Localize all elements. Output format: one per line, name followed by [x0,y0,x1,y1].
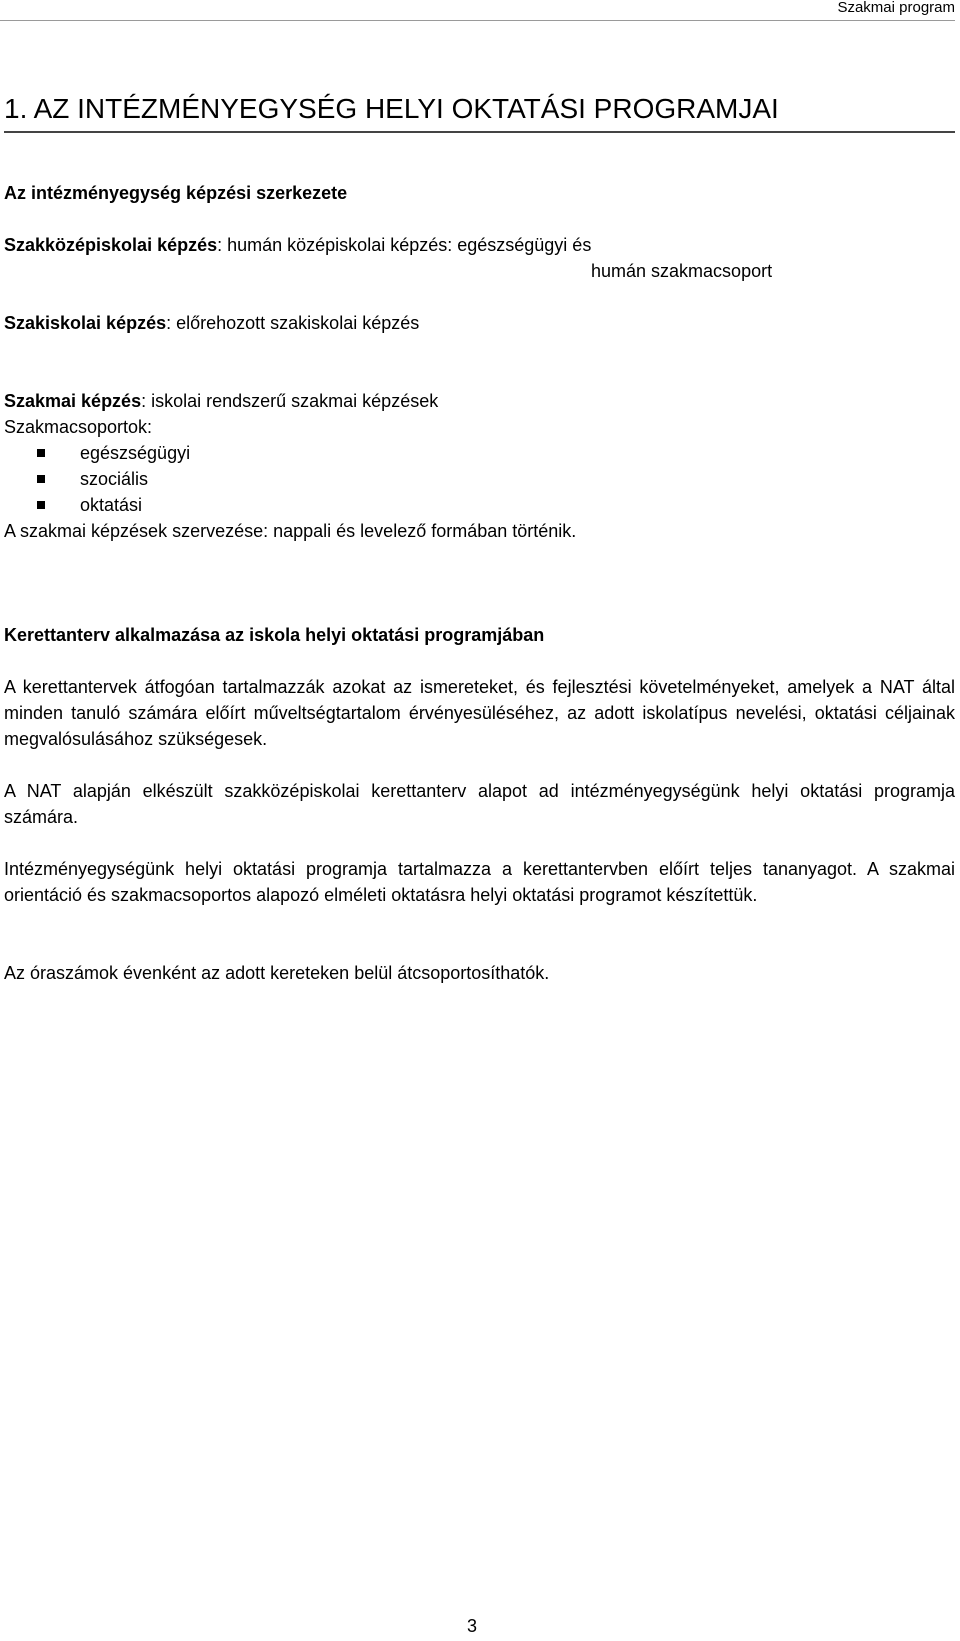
szakmai-line [4,388,438,414]
bullet-text: oktatási [80,495,143,515]
szakkozep-continuation: humán szakmacsoport [591,261,773,281]
chapter-title [4,93,955,133]
chapter-title-text: 1. AZ INTÉZMÉNYEGYSÉG HELYI OKTATÁSI PROGRAMJAI [4,93,779,124]
page-number: 3 [467,1616,478,1636]
header-text: Szakmai program [837,0,955,16]
szakmai-label: Szakmai képzés [4,391,142,411]
paragraph-2: A NAT alapján elkészült szakközépiskolai kerettanterv alapot ad intézményegységünk helyi oktatási programja számára. [4,781,955,827]
szakiskola-text: : előrehozott szakiskolai képzés [166,313,420,333]
szakiskola-label: Szakiskolai képzés [4,313,167,333]
szakkozep-text: : humán középiskolai képzés: egészségügyi és [217,235,592,255]
section-heading-kerettanterv: Kerettanterv alkalmazása az iskola helyi oktatási programjában [4,625,545,645]
bullet-text: egészségügyi [80,443,191,463]
szakmacsoportok-label: Szakmacsoportok: [4,417,153,437]
szakiskola-line [4,310,419,336]
section-heading-structure: Az intézményegység képzési szerkezete [4,183,348,203]
bullet-text: szociális [80,469,149,489]
square-bullet-icon [37,501,45,509]
square-bullet-icon [37,475,45,483]
square-bullet-icon [37,449,45,457]
paragraph-1: A kerettantervek átfogóan tartalmazzák azokat az ismereteket, és fejlesztési követelményeket, amelyek a NAT által minden tanuló számára előírt műveltségtartalom érvényesüléséhez, az adott iskolatípus nevelési, oktatási céljainak megvalósulásához szükségesek. [4,677,955,749]
szervezes-text: A szakmai képzések szervezése: nappali és levelező formában történik. [4,521,577,541]
paragraph-3: Intézményegységünk helyi oktatási programja tartalmazza a kerettantervben előírt teljes tananyagot. A szakmai orientáció és szakmacsoportos alapozó elméleti oktatásra helyi oktatási programot készítettük. [4,859,955,905]
szakkozep-line [4,232,591,258]
szakmai-text: : iskolai rendszerű szakmai képzések [141,391,439,411]
paragraph-4: Az óraszámok évenként az adott kereteken belül átcsoportosíthatók. [4,963,550,983]
szakkozep-label: Szakközépiskolai képzés [4,235,218,255]
page-header [0,0,955,21]
